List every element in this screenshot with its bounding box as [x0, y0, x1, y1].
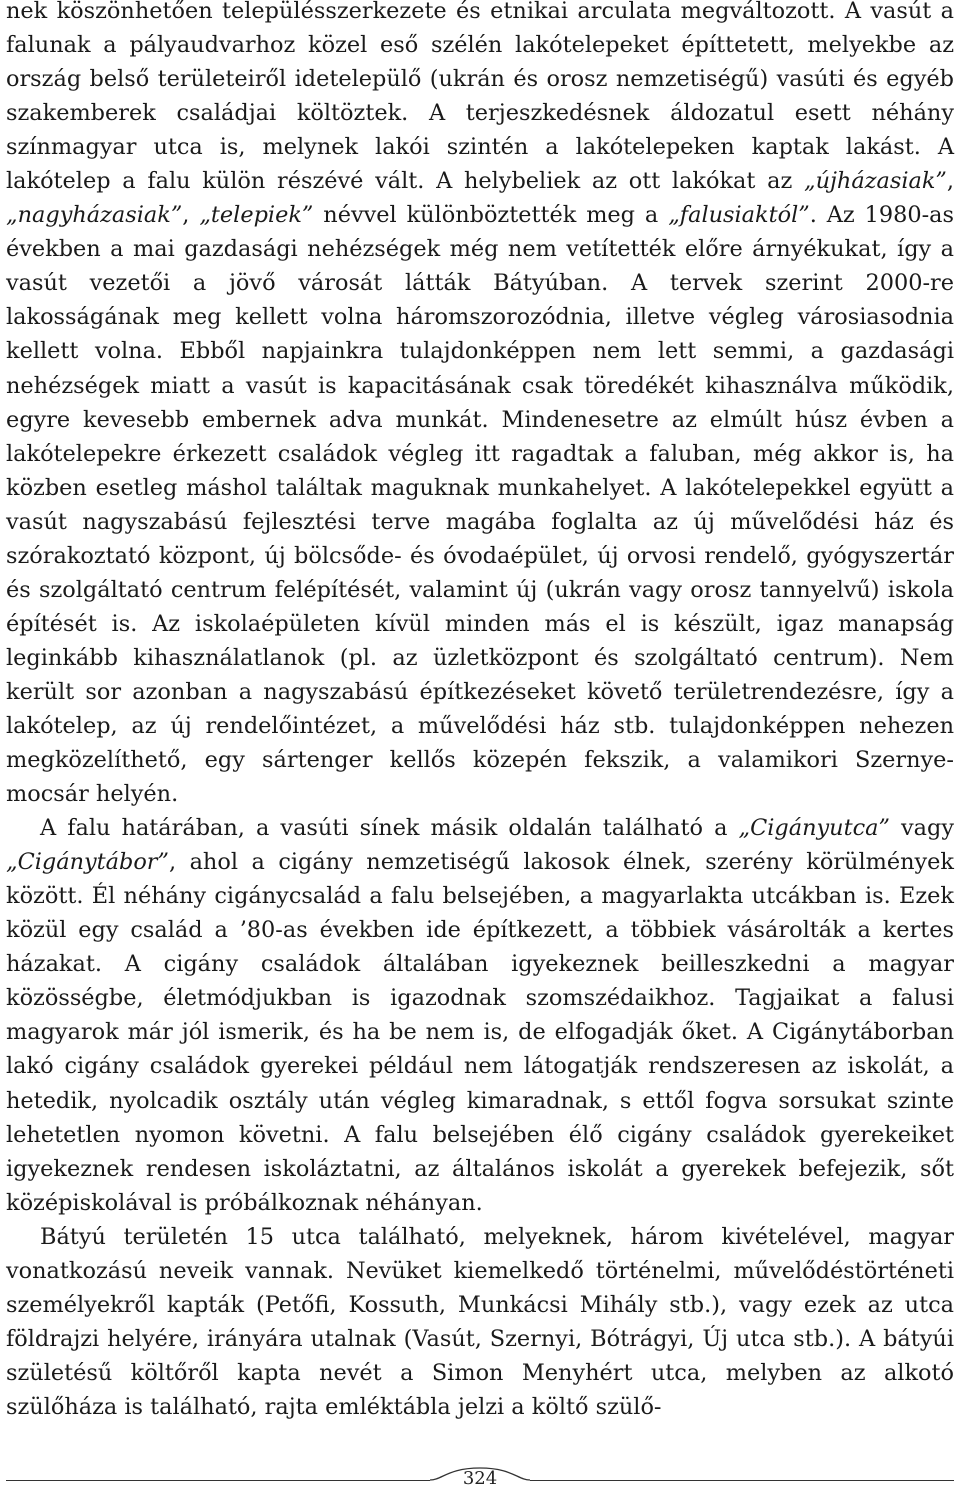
- italic-text-segment: „Cigánytábor”: [6, 849, 169, 876]
- footer-rule-right: [530, 1480, 954, 1481]
- text-segment: ,: [946, 168, 954, 195]
- paragraph-2: [6, 811, 954, 1220]
- text-segment: vagy: [889, 815, 954, 842]
- page-footer: [0, 1458, 960, 1498]
- page-body: [6, 0, 954, 1424]
- text-segment: névvel különböztették meg a: [313, 202, 669, 229]
- paragraph-1: [6, 0, 954, 811]
- text-segment: . Az 1980-as években a mai gazdasági nehézségek még nem vetítették előre árnyékukat, így a vasút vezetői a jövő városát látták Bátyúban. A tervek szerint 2000-re lakosságának meg kellett volna háromszorozódnia, illetve végleg városiasodnia kellett volna. Ebből napjainkra tulajdonképpen nem lett semmi, a gazdasági nehézségek miatt a vasút is kapacitásának csak töredékét kihasználva működik, egyre kevesebb embernek adva munkát. Mindenesetre az elmúlt húsz évben a lakótelepekre érkezett családok végleg itt ragadtak a faluban, még akkor is, ha közben esetleg máshol találtak maguknak munkahelyet. A lakótelepekkel együtt a vasút nagyszabású fejlesztési terve magába foglalta az új művelődési ház és szórakoztató központ, új bölcsőde- és óvodaépület, új orvosi rendelő, gyógyszertár és szolgáltató centrum felépítését, valamint új (ukrán vagy orosz tannyelvű) iskola építését is. Az iskolaépületen kívül minden más el is készült, igaz manapság leginkább kihasználatlanok (pl. az üzletközpont és szolgáltató centrum). Nem került sor azonban a nagyszabású építkezéseket követő területrendezésre, így a lakótelep, az új rendelőintézet, a művelődési ház stb. tulajdonképpen nehezen megközelíthető, egy sártenger kellős közepén fekszik, a valamikori Szernye-mocsár helyén.: [6, 202, 954, 808]
- text-segment: nek köszönhetően településszerkezete és etnikai arculata megváltozott. A vasút a falunak a pályaudvarhoz közel eső szélén lakótelepeket építtetett, melyekbe az ország belső területeiről idetelepülő (ukrán és orosz nemzetiségű) vasúti és egyéb szakemberek családjai költöztek. A terjeszkedésnek áldozatul esett néhány színmagyar utca is, melynek lakói szintén a lakótelepeken kaptak lakást. A lakótelep a falu külön részévé vált. A helybeliek az ott lakókat az: [6, 0, 954, 195]
- italic-text-segment: „nagyházasiak”: [6, 202, 183, 229]
- italic-text-segment: „telepiek”: [199, 202, 314, 229]
- italic-text-segment: „újházasiak”: [803, 168, 947, 195]
- italic-text-segment: „falusiaktól”: [668, 202, 810, 229]
- italic-text-segment: „Cigányutca”: [738, 815, 890, 842]
- paragraph-3: [6, 1220, 954, 1424]
- text-segment: , ahol a cigány nemzetiségű lakosok élnek, szerény körülmények között. Él néhány cigánycsalád a falu belsejében, a magyarlakta utcákban is. Ezek közül egy család a ’80-as években ide építkezett, a többiek vásárolták a kertes házakat. A cigány családok általában igyekeznek beilleszkedni a magyar közösségbe, életmódjukban is igazodnak szomszédaikhoz. Tagjaikat a falusi magyarok már jól ismerik, és ha be nem is, de elfogadják őket. A Cigánytáborban lakó cigány családok gyerekei például nem látogatják rendszeresen az iskolát, a hetedik, nyolcadik osztály után végleg kimaradnak, s ettől fogva sorsukat szinte lehetetlen nyomon követni. A falu belsejében élő cigány családok gyerekeiket igyekeznek rendesen iskoláztatni, az általános iskolát a gyerekek befejezik, sőt középiskolával is próbálkoznak néhányan.: [6, 849, 954, 1216]
- text-segment: ,: [182, 202, 200, 229]
- footer-rule-left: [6, 1480, 430, 1481]
- text-segment: Bátyú területén 15 utca található, melyeknek, három kivételével, magyar vonatkozású neveik vannak. Nevüket kiemelkedő történelmi, művelődéstörténeti személyekről kapták (Petőfi, Kossuth, Munkácsi Mihály stb.), vagy ezek az utca földrajzi helyére, irányára utalnak (Vasút, Szernyi, Bótrágyi, Új utca stb.). A bátyúi születésű költőről kapta nevét a Simon Menyhért utca, melyben az alkotó szülőháza is található, rajta emléktábla jelzi a költő szülő-: [6, 1223, 954, 1420]
- text-segment: A falu határában, a vasúti sínek másik oldalán található a: [40, 815, 739, 842]
- page-number: 324: [462, 1468, 498, 1489]
